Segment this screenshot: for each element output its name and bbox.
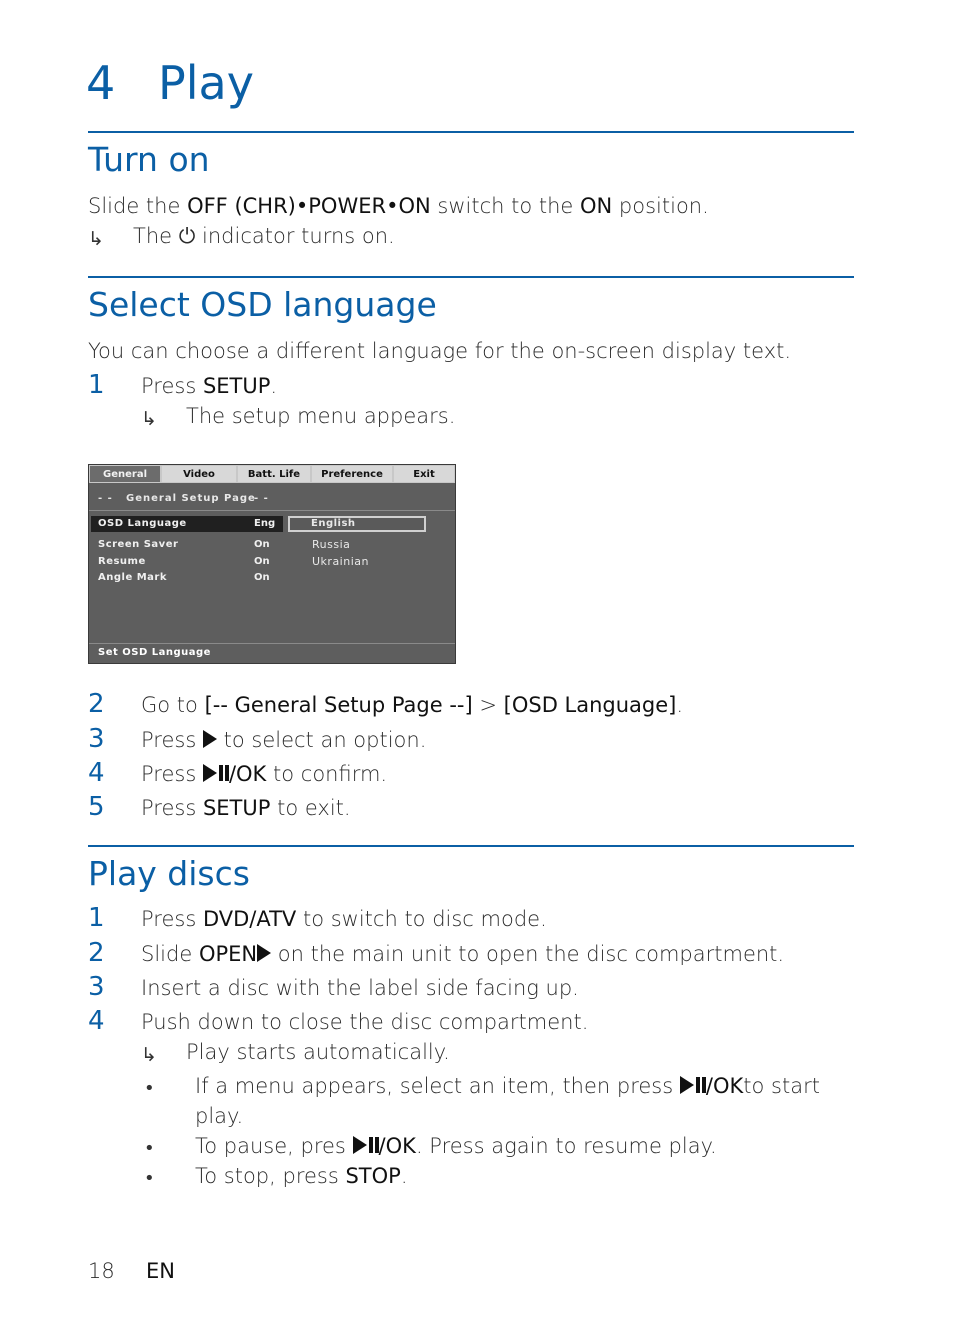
- step-number: 4: [88, 1006, 105, 1036]
- page-number: 18: [88, 1259, 115, 1283]
- step-number: 3: [88, 972, 105, 1002]
- osd-item-label: Angle Mark: [98, 572, 167, 583]
- bullet-stop: To stop, press STOP.: [195, 1164, 408, 1188]
- language-code: EN: [146, 1259, 175, 1283]
- osd-option: English: [311, 518, 356, 529]
- osd-tab-bar: [89, 465, 455, 485]
- result-arrow-icon: ↳: [141, 1044, 157, 1066]
- disc-step-2: Slide OPEN on the main unit to open the disc compartment.: [141, 942, 785, 966]
- osd-option: Ukrainian: [312, 555, 369, 568]
- heading-select-osd-language: Select OSD language: [88, 285, 437, 324]
- osd-step-3: Press to select an option.: [141, 728, 427, 752]
- play-pause-icon: [680, 1076, 706, 1094]
- turn-on-instruction: Slide the OFF (CHR)•POWER•ON switch to the ON position.: [88, 194, 709, 218]
- chapter-title: [86, 56, 254, 110]
- step-number: 2: [88, 689, 105, 719]
- osd-intro: You can choose a different language for the on-screen display text.: [88, 339, 792, 363]
- result-arrow-icon: ↳: [88, 228, 104, 250]
- osd-item-value: Eng: [254, 518, 276, 529]
- osd-item-value: On: [254, 572, 270, 583]
- heading-play-discs: Play discs: [88, 854, 250, 893]
- disc-step-4: Push down to close the disc compartment.: [141, 1010, 589, 1034]
- chapter-name: Play: [158, 56, 254, 110]
- disc-step-4-result: Play starts automatically.: [186, 1040, 450, 1064]
- play-icon: [203, 730, 217, 748]
- osd-option: Russia: [312, 538, 351, 551]
- osd-help-text: Set OSD Language: [98, 647, 211, 658]
- osd-item-label: Screen Saver: [98, 539, 179, 550]
- osd-divider: [89, 510, 455, 511]
- bullet-pause: To pause, pres /OK. Press again to resume play.: [195, 1134, 717, 1158]
- turn-on-result: The ⏻ indicator turns on.: [133, 224, 395, 248]
- osd-divider: [89, 643, 455, 644]
- osd-item-value: On: [254, 556, 270, 567]
- step-number: 5: [88, 792, 105, 822]
- bullet: •: [144, 1078, 155, 1099]
- bullet: •: [144, 1168, 155, 1189]
- osd-setup-menu: [88, 464, 456, 664]
- osd-tab-batt-life: Batt. Life: [237, 465, 311, 483]
- step-number: 1: [88, 903, 105, 933]
- section-rule: [88, 276, 854, 278]
- osd-step-1-result: The setup menu appears.: [186, 404, 456, 428]
- osd-tab-preference: Preference: [311, 465, 393, 483]
- osd-tab-exit: Exit: [393, 465, 455, 483]
- play-pause-icon: [203, 764, 229, 782]
- osd-selected-option: [288, 516, 426, 532]
- step-number: 2: [88, 938, 105, 968]
- osd-item-label: OSD Language: [98, 518, 187, 529]
- section-rule: [88, 845, 854, 847]
- osd-tab-video: Video: [161, 465, 237, 483]
- osd-item-value: On: [254, 539, 270, 550]
- disc-step-3: Insert a disc with the label side facing up.: [141, 976, 579, 1000]
- osd-page-title: - - General Setup Page - -: [98, 493, 269, 504]
- osd-step-1: Press SETUP.: [141, 374, 278, 398]
- open-arrow-icon: [257, 944, 271, 962]
- disc-step-1: Press DVD/ATV to switch to disc mode.: [141, 907, 547, 931]
- heading-turn-on: Turn on: [88, 140, 210, 179]
- bullet: •: [144, 1138, 155, 1159]
- section-rule: [88, 131, 854, 133]
- osd-step-5: Press SETUP to exit.: [141, 796, 351, 820]
- play-pause-icon: [353, 1136, 379, 1154]
- osd-step-4: Press /OK to confirm.: [141, 762, 388, 786]
- step-number: 1: [88, 370, 105, 400]
- chapter-number: 4: [86, 56, 116, 110]
- osd-item-label: Resume: [98, 556, 146, 567]
- power-icon: ⏻: [178, 224, 196, 248]
- osd-tab-general: General: [89, 465, 161, 483]
- bullet-menu: If a menu appears, select an item, then press /OKto start: [195, 1074, 820, 1098]
- osd-step-2: Go to [-- General Setup Page --] > [OSD Language].: [141, 693, 684, 717]
- bullet-menu-cont: play.: [195, 1104, 244, 1128]
- result-arrow-icon: ↳: [141, 408, 157, 430]
- step-number: 4: [88, 758, 105, 788]
- step-number: 3: [88, 724, 105, 754]
